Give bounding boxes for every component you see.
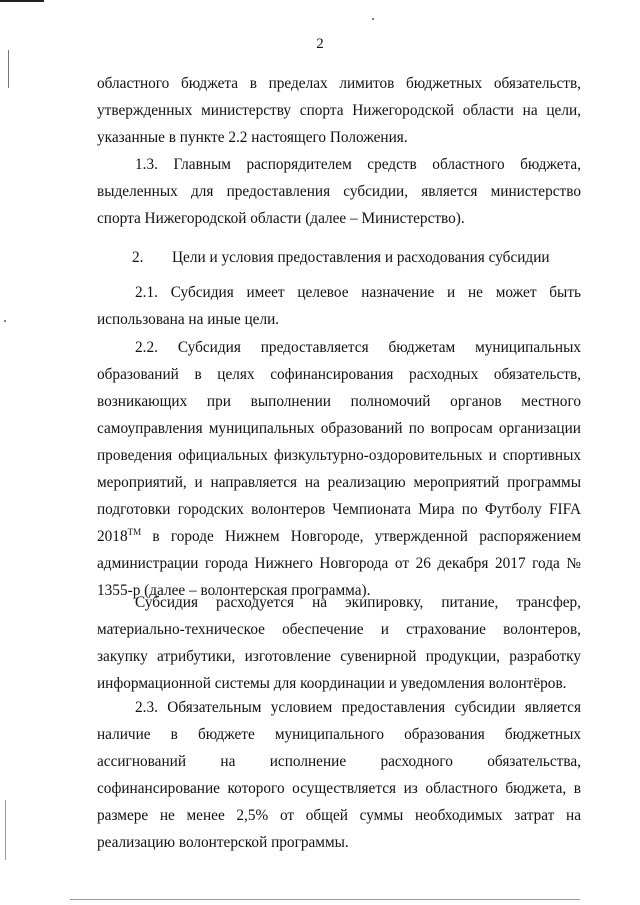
- scan-artifact-left-mark: [8, 50, 9, 88]
- paragraph-text-part: 2.2. Субсидия предоставляется бюджетам муниципальных образований в целях софинансирования расходных обязательств, возникающих при выполнении полномочий органов местного самоуправления муниципальных образований по вопросам организации проведения официальных физкультурно-оздоровительных и спортивных мероприятий, и направляется на реализацию мероприятий программы подготовки городских волонтеров Чемпионата Мира по Футболу FIFA 2018: [97, 339, 581, 545]
- paragraph-text: 1.3. Главным распорядителем средств областного бюджета, выделенных для предоставления субсидии, является министерство спорта Нижегородской области (далее – Министерство).: [97, 156, 581, 227]
- page-number: 2: [316, 36, 324, 52]
- paragraph-2-1: [97, 279, 581, 333]
- scan-artifact-dot: [4, 320, 6, 322]
- section-heading: [132, 244, 550, 271]
- scan-artifact-dot: [372, 18, 374, 20]
- paragraph-text: 2.1. Субсидия имеет целевое назначение и не может быть использована на иные цели.: [97, 284, 581, 328]
- paragraph-subsidy-use: [97, 589, 581, 697]
- paragraph-text: [97, 334, 581, 604]
- scan-artifact-top-line: [0, 0, 44, 2]
- paragraph-2-3: [97, 694, 581, 856]
- paragraph-text: 2.3. Обязательным условием предоставления субсидии является наличие в бюджете муниципального образования бюджетных ассигнований на исполнение расходного обязательства, софинансирование которого осуществляется из областного бюджета, в размере не менее 2,5% от общей суммы необходимых затрат на реализацию волонтерской программы.: [97, 699, 581, 851]
- paragraph-1-3: [97, 151, 581, 232]
- trademark-superscript: TM: [127, 526, 142, 537]
- paragraph-text-part: в городе Нижнем Новгороде, утвержденной распоряжением администрации города Нижнего Новгорода от 26 декабря 2017 года № 1355-р (далее – волонтерская программа).: [97, 528, 581, 599]
- scan-artifact-bottom-line: [70, 899, 580, 900]
- section-number: 2.: [132, 249, 144, 266]
- section-title: Цели и условия предоставления и расходования субсидии: [172, 249, 550, 266]
- scan-artifact-left-mark: [5, 800, 6, 860]
- paragraph-text: областного бюджета в пределах лимитов бюджетных обязательств, утвержденных министерству спорта Нижегородской области на цели, указанные в пункте 2.2 настоящего Положения.: [97, 75, 581, 146]
- paragraph-continuation: [97, 70, 581, 151]
- paragraph-2-2: [97, 334, 581, 604]
- paragraph-text: Субсидия расходуется на экипировку, питание, трансфер, материально-техническое обеспечение и страхование волонтеров, закупку атрибутики, изготовление сувенирной продукции, разработку информационной системы для координации и уведомления волонтёров.: [97, 594, 581, 692]
